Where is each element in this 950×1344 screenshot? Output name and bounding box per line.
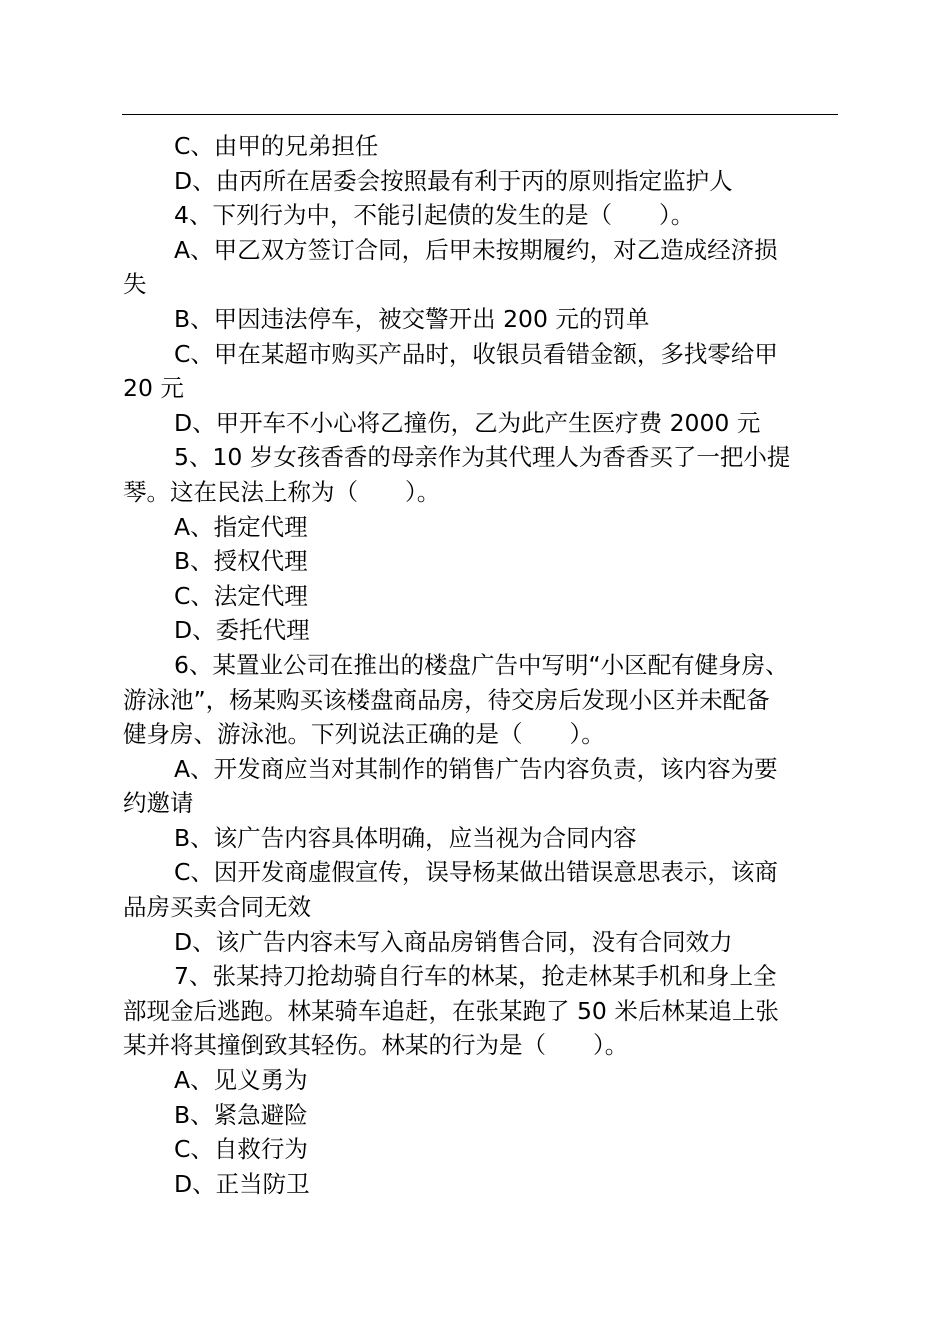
text-line: C、因开发商虚假宣传，误导杨某做出错误意思表示，该商 bbox=[174, 858, 778, 887]
text-line: D、由丙所在居委会按照最有利于丙的原则指定监护人 bbox=[174, 166, 733, 195]
text-line: C、自救行为 bbox=[174, 1135, 308, 1164]
header-rule bbox=[122, 114, 838, 115]
text-line: 部现金后逃跑。林某骑车追赶，在张某跑了 50 米后林某追上张 bbox=[123, 996, 779, 1025]
text-line: D、委托代理 bbox=[174, 616, 310, 645]
text-line: D、该广告内容未写入商品房销售合同，没有合同效力 bbox=[174, 927, 733, 956]
text-line: C、甲在某超市购买产品时，收银员看错金额，多找零给甲 bbox=[174, 339, 778, 368]
text-line: 7、张某持刀抢劫骑自行车的林某，抢走林某手机和身上全 bbox=[174, 962, 777, 991]
text-line: 品房买卖合同无效 bbox=[123, 893, 311, 922]
document-body bbox=[123, 129, 837, 1201]
text-line: B、甲因违法停车，被交警开出 200 元的罚单 bbox=[174, 304, 650, 333]
text-line: 健身房、游泳池。下列说法正确的是（ ）。 bbox=[123, 720, 605, 749]
text-line: 4、下列行为中，不能引起债的发生的是（ ）。 bbox=[174, 201, 695, 230]
text-line: D、甲开车不小心将乙撞伤，乙为此产生医疗费 2000 元 bbox=[174, 408, 761, 437]
text-line: 5、10 岁女孩香香的母亲作为其代理人为香香买了一把小提 bbox=[174, 443, 791, 472]
text-line: A、见义勇为 bbox=[174, 1066, 308, 1095]
text-line: B、该广告内容具体明确，应当视为合同内容 bbox=[174, 823, 637, 852]
text-line: 20 元 bbox=[123, 374, 184, 403]
text-line: 6、某置业公司在推出的楼盘广告中写明“小区配有健身房、 bbox=[174, 650, 789, 679]
text-line: 约邀请 bbox=[123, 789, 194, 818]
text-line: 游泳池”，杨某购买该楼盘商品房，待交房后发现小区并未配备 bbox=[123, 685, 770, 714]
text-line: B、紧急避险 bbox=[174, 1100, 308, 1129]
text-line: B、授权代理 bbox=[174, 547, 308, 576]
text-line: D、正当防卫 bbox=[174, 1169, 310, 1198]
text-line: A、开发商应当对其制作的销售广告内容负责，该内容为要 bbox=[174, 754, 778, 783]
text-line: 琴。这在民法上称为（ ）。 bbox=[123, 477, 441, 506]
text-line: A、指定代理 bbox=[174, 512, 308, 541]
text-line: A、甲乙双方签订合同，后甲未按期履约，对乙造成经济损 bbox=[174, 235, 778, 264]
text-line: 失 bbox=[123, 270, 147, 299]
text-line: C、法定代理 bbox=[174, 581, 308, 610]
text-line: 某并将其撞倒致其轻伤。林某的行为是（ ）。 bbox=[123, 1031, 629, 1060]
text-line: C、由甲的兄弟担任 bbox=[174, 132, 379, 160]
